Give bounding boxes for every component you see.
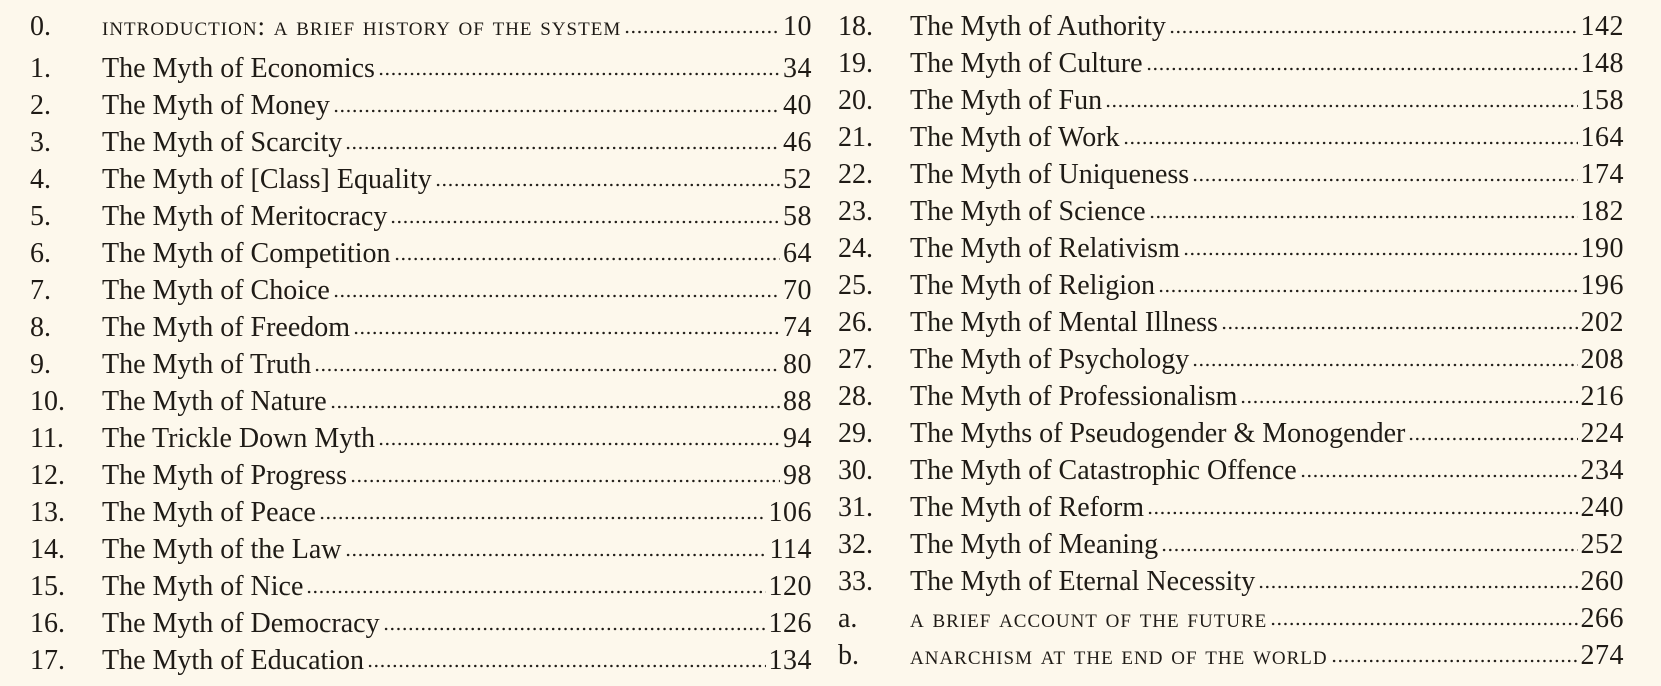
toc-entry-title: The Myth of Uniqueness	[910, 159, 1190, 190]
toc-entry-title: The Myths of Pseudogender & Monogender	[910, 418, 1406, 449]
toc-entry[interactable]	[838, 119, 1624, 156]
dot-leader	[1192, 178, 1577, 182]
toc-entry-page: 148	[1580, 48, 1624, 79]
toc-entry-number: 1.	[30, 53, 51, 84]
toc-entry-number: 15.	[30, 571, 65, 602]
toc-entry-page: 114	[769, 534, 812, 565]
dot-leader	[1183, 252, 1578, 256]
toc-entry-title: The Myth of Authority	[910, 11, 1166, 42]
toc-entry-title: The Myth of Economics	[102, 53, 375, 84]
toc-entry-page: 10	[783, 11, 812, 42]
toc-entry[interactable]	[838, 637, 1624, 674]
toc-entry-page: 202	[1580, 307, 1624, 338]
toc-entry[interactable]	[838, 193, 1624, 230]
dot-leader	[624, 30, 780, 34]
toc-entry-number: 28.	[838, 381, 873, 412]
dot-leader	[345, 146, 780, 150]
toc-entry[interactable]	[30, 383, 812, 420]
toc-entry[interactable]	[30, 124, 812, 161]
toc-entry-number: 27.	[838, 344, 873, 375]
toc-entry[interactable]	[30, 161, 812, 198]
dot-leader	[306, 590, 765, 594]
toc-entry-number: 18.	[838, 11, 873, 42]
toc-entry-number: 24.	[838, 233, 873, 264]
toc-entry-number: 26.	[838, 307, 873, 338]
toc-entry[interactable]	[838, 489, 1624, 526]
dot-leader	[1240, 400, 1577, 404]
toc-entry[interactable]	[30, 568, 812, 605]
toc-entry-title: The Myth of Professionalism	[910, 381, 1238, 412]
toc-entry-page: 158	[1580, 85, 1624, 116]
toc-entry-number: 9.	[30, 349, 51, 380]
toc-entry[interactable]	[838, 304, 1624, 341]
toc-entry-title: The Myth of Eternal Necessity	[910, 566, 1256, 597]
toc-entry-number: 10.	[30, 386, 65, 417]
toc-entry-page: 40	[783, 90, 812, 121]
toc-left-column	[30, 8, 812, 679]
dot-leader	[1169, 30, 1578, 34]
toc-entry[interactable]	[838, 156, 1624, 193]
dot-leader	[345, 553, 767, 557]
toc-entry-number: 33.	[838, 566, 873, 597]
toc-entry-number: 29.	[838, 418, 873, 449]
dot-leader	[367, 664, 765, 668]
toc-entry-number: 0.	[30, 11, 51, 42]
toc-entry-page: 216	[1580, 381, 1624, 412]
toc-entry-title: The Myth of Meritocracy	[102, 201, 388, 232]
toc-entry-number: 22.	[838, 159, 873, 190]
toc-entry-title: The Myth of Money	[102, 90, 330, 121]
toc-entry[interactable]	[30, 272, 812, 309]
dot-leader	[378, 72, 780, 76]
toc-entry[interactable]	[30, 235, 812, 272]
toc-entry-page: 240	[1580, 492, 1624, 523]
toc-entry-title: The Myth of Psychology	[910, 344, 1190, 375]
dot-leader	[353, 331, 780, 335]
toc-entry-number: 20.	[838, 85, 873, 116]
toc-entry-page: 88	[783, 386, 812, 417]
toc-entry[interactable]	[30, 420, 812, 457]
toc-entry-title: The Trickle Down Myth	[102, 423, 375, 454]
dot-leader	[1161, 548, 1577, 552]
toc-entry-title: The Myth of Reform	[910, 492, 1145, 523]
toc-entry-page: 34	[783, 53, 812, 84]
toc-entry-title: The Myth of the Law	[102, 534, 342, 565]
toc-entry-title: The Myth of Democracy	[102, 608, 380, 639]
dot-leader	[1123, 141, 1578, 145]
toc-entry-title: introduction: a brief history of the system	[102, 11, 622, 41]
toc-entry-page: 70	[783, 275, 812, 306]
toc-entry-number: a.	[838, 603, 858, 634]
toc-entry-number: 5.	[30, 201, 51, 232]
toc-entry-page: 174	[1580, 159, 1624, 190]
toc-entry[interactable]	[838, 8, 1624, 45]
toc-entry-title: The Myth of Freedom	[102, 312, 351, 343]
toc-entry-page: 266	[1580, 603, 1624, 634]
toc-entry-title: The Myth of Scarcity	[102, 127, 343, 158]
toc-entry-number: 21.	[838, 122, 873, 153]
dot-leader	[394, 257, 780, 261]
toc-entry-title: a brief account of the future	[910, 603, 1268, 633]
dot-leader	[1105, 104, 1577, 108]
toc-entry[interactable]	[30, 198, 812, 235]
toc-entry[interactable]	[838, 526, 1624, 563]
toc-entry-page: 80	[783, 349, 812, 380]
dot-leader	[1300, 474, 1578, 478]
toc-entry[interactable]	[30, 605, 812, 642]
toc-entry-title: The Myth of Catastrophic Offence	[910, 455, 1297, 486]
dot-leader	[1270, 622, 1577, 626]
toc-entry[interactable]	[30, 457, 812, 494]
toc-entry-title: anarchism at the end of the world	[910, 640, 1328, 670]
toc-entry-page: 190	[1580, 233, 1624, 264]
toc-entry-page: 182	[1580, 196, 1624, 227]
dot-leader	[1146, 67, 1578, 71]
dot-leader	[1331, 659, 1578, 663]
toc-entry-page: 52	[783, 164, 812, 195]
dot-leader	[378, 442, 780, 446]
toc-entry-number: 30.	[838, 455, 873, 486]
dot-leader	[1147, 511, 1577, 515]
dot-leader	[1158, 289, 1578, 293]
toc-entry[interactable]	[838, 82, 1624, 119]
toc-entry-page: 234	[1580, 455, 1624, 486]
dot-leader	[333, 109, 780, 113]
toc-entry-page: 196	[1580, 270, 1624, 301]
toc-entry[interactable]	[838, 45, 1624, 82]
toc-entry-number: 17.	[30, 645, 65, 676]
toc-entry-page: 260	[1580, 566, 1624, 597]
toc-entry-title: The Myth of [Class] Equality	[102, 164, 432, 195]
toc-entry-page: 120	[768, 571, 812, 602]
dot-leader	[330, 405, 780, 409]
dot-leader	[435, 183, 780, 187]
toc-entry-number: 31.	[838, 492, 873, 523]
toc-entry-page: 126	[768, 608, 812, 639]
toc-entry-number: 8.	[30, 312, 51, 343]
toc-entry-page: 64	[783, 238, 812, 269]
toc-entry-title: The Myth of Truth	[102, 349, 312, 380]
toc-entry-title: The Myth of Culture	[910, 48, 1143, 79]
toc-entry-title: The Myth of Nature	[102, 386, 327, 417]
toc-entry-number: 32.	[838, 529, 873, 560]
toc-entry-title: The Myth of Work	[910, 122, 1120, 153]
toc-entry-page: 164	[1580, 122, 1624, 153]
toc-entry[interactable]	[838, 452, 1624, 489]
dot-leader	[1408, 437, 1577, 441]
toc-entry-number: b.	[838, 640, 859, 671]
toc-entry-number: 16.	[30, 608, 65, 639]
toc-entry-page: 94	[783, 423, 812, 454]
toc-entry[interactable]	[838, 563, 1624, 600]
toc-entry-page: 252	[1580, 529, 1624, 560]
toc-entry-title: The Myth of Fun	[910, 85, 1103, 116]
toc-entry-page: 142	[1580, 11, 1624, 42]
toc-entry-page: 106	[768, 497, 812, 528]
toc-entry[interactable]	[30, 531, 812, 568]
toc-entry-title: The Myth of Mental Illness	[910, 307, 1218, 338]
toc-entry-title: The Myth of Relativism	[910, 233, 1180, 264]
toc-entry-number: 19.	[838, 48, 873, 79]
toc-entry-title: The Myth of Education	[102, 645, 365, 676]
toc-entry-title: The Myth of Science	[910, 196, 1146, 227]
toc-entry[interactable]	[30, 642, 812, 679]
toc-entry[interactable]	[838, 341, 1624, 378]
dot-leader	[319, 516, 766, 520]
toc-entry-title: The Myth of Progress	[102, 460, 347, 491]
toc-entry[interactable]	[30, 309, 812, 346]
toc-entry-page: 46	[783, 127, 812, 158]
toc-entry-number: 11.	[30, 423, 64, 454]
toc-entry-number: 6.	[30, 238, 51, 269]
toc-entry-page: 98	[783, 460, 812, 491]
toc-entry-page: 224	[1580, 418, 1624, 449]
toc-entry-number: 7.	[30, 275, 51, 306]
toc-entry-number: 23.	[838, 196, 873, 227]
toc-entry-title: The Myth of Competition	[102, 238, 391, 269]
toc-entry-number: 2.	[30, 90, 51, 121]
toc-entry[interactable]	[30, 494, 812, 531]
toc-entry-number: 25.	[838, 270, 873, 301]
dot-leader	[1221, 326, 1578, 330]
dot-leader	[314, 368, 780, 372]
toc-entry[interactable]	[30, 50, 812, 87]
toc-entry-title: The Myth of Meaning	[910, 529, 1159, 560]
toc-entry[interactable]	[838, 378, 1624, 415]
toc-entry-number: 4.	[30, 164, 51, 195]
dot-leader	[350, 479, 780, 483]
toc-entry[interactable]	[838, 600, 1624, 637]
toc-entry-page: 274	[1580, 640, 1624, 671]
toc-right-column	[838, 8, 1624, 674]
dot-leader	[1258, 585, 1577, 589]
toc-entry[interactable]	[30, 87, 812, 124]
toc-entry-number: 14.	[30, 534, 65, 565]
toc-entry-page: 58	[783, 201, 812, 232]
toc-entry[interactable]	[838, 230, 1624, 267]
dot-leader	[1192, 363, 1577, 367]
toc-entry[interactable]	[838, 267, 1624, 304]
toc-entry[interactable]	[30, 346, 812, 383]
toc-entry-page: 74	[783, 312, 812, 343]
toc-entry-title: The Myth of Religion	[910, 270, 1155, 301]
toc-entry-title: The Myth of Nice	[102, 571, 304, 602]
dot-leader	[333, 294, 780, 298]
toc-entry[interactable]	[30, 8, 812, 50]
toc-entry-page: 208	[1580, 344, 1624, 375]
toc-entry-number: 12.	[30, 460, 65, 491]
toc-entry-title: The Myth of Choice	[102, 275, 330, 306]
dot-leader	[383, 627, 766, 631]
toc-entry-title: The Myth of Peace	[102, 497, 316, 528]
dot-leader	[1149, 215, 1578, 219]
toc-entry-number: 13.	[30, 497, 65, 528]
toc-entry-number: 3.	[30, 127, 51, 158]
toc-entry-page: 134	[768, 645, 812, 676]
dot-leader	[390, 220, 780, 224]
toc-entry[interactable]	[838, 415, 1624, 452]
